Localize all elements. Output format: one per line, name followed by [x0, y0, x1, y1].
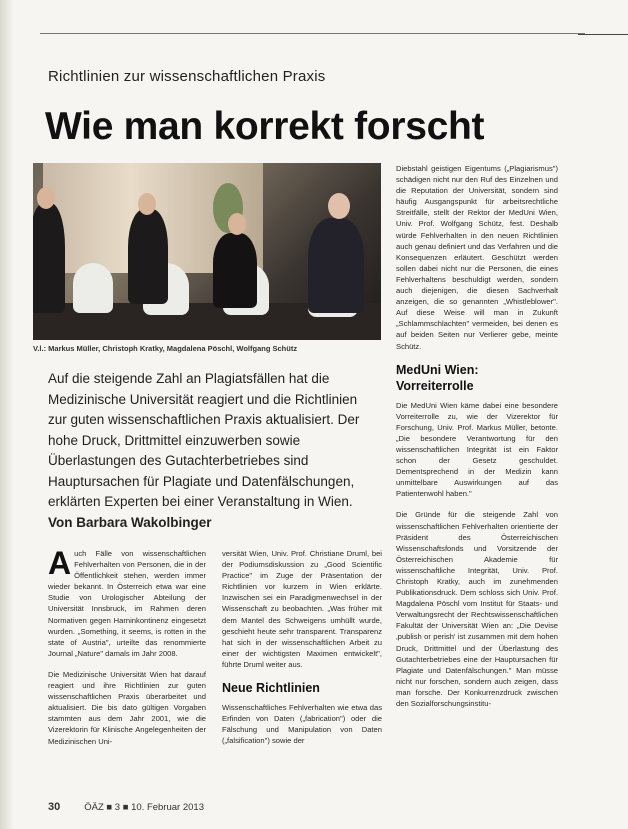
subheading: Neue Richtlinien — [222, 681, 320, 696]
column-1 — [48, 545, 206, 757]
photo-head — [37, 187, 55, 209]
photo-person — [308, 218, 364, 313]
body-paragraph: Die Gründe für die steigende Zahl von wissenschaftlichen Fehlverhalten orientierte der Präsident des Österreichischen Wissenschaftsfonds und Vorsitzende der Österreichischen Akademie für wissenschaftliche Integrität, Univ. Prof. Christoph Kratky, auch im zunehmenden Publikationsdruck. Dem schloss sich Univ. Prof. Magdalena Pöschl vom Institut für Staats- und Verwaltungsrecht der Rechtswissenschaftlichen Fakultät der Universität Wien an: „Die Devise ‚publish or perish' ist zusammen mit dem hohen Druck, Drittmittel und der Überlastung des Gutachterbetriebes eine der Hauptursachen für Plagiate und Datenfälschungen." Man müsse nicht nur forschen, sondern auch zeigen, dass man forsche. Der Konkurrenzdruck zwischen den Sozialforschungsinstitu- — [396, 510, 558, 709]
body-paragraph: Diebstahl geistigen Eigentums („Plagiarismus") schädigen nicht nur den Ruf des Einzelnen und die Reputation der Universität, sondern sind häufig Ausgangspunkt für arbeitsrechtliche Streitfälle, stellt der Rektor der MedUni Wien, Univ. Prof. Wolfgang Schütz, fest. Deshalb würde Fehlverhalten in den neuen Richtlinien auch genau definiert und das Verfahren und die Konsequenzen erläutert. Geschützt werden sollen dabei nicht nur die Personen, die eines Fehlverhaltens beschuldigt werden, sondern auch diejenigen, die diesen Sachverhalt anzeigen, die so genannten „Whistleblower". Auf diese Weise will man in Zukunft „Schlammschlachten" vermeiden, bei denen es auf beiden Seiten nur Verlierer gebe, meinte Schütz. — [396, 164, 558, 351]
photo-person — [213, 233, 257, 308]
page-footer — [48, 801, 204, 813]
photo-person — [128, 209, 168, 304]
body-paragraph: uch Fälle von wissenschaftlichen Fehlverhalten von Personen, die in der Öffentlichkeit stehen, werden immer wieder bekannt. In Österreich etwa war eine Studie von Urologischer Abteilung der Universität Innsbruck, im Rahmen deren Normativen gegen Harninkontinenz eingesetzt wurden. „Something, it seems, is rotten in the state of Austria", urteilte das renommierte Journal „Nature" damals im Jahr 2008. — [48, 549, 206, 658]
binding-shadow — [0, 0, 14, 829]
photo-head — [138, 193, 156, 215]
photo-head — [328, 193, 350, 219]
photo-caption: V.l.: Markus Müller, Christoph Kratky, Magdalena Pöschl, Wolfgang Schütz — [33, 344, 298, 353]
body-paragraph: Die MedUni Wien käme dabei eine besondere Vorreiterrolle zu, wie der Vizerektor für Forschung, Univ. Prof. Markus Müller, betonte. „Die besondere Verantwortung für den wissenschaftlichen Integrität ist ein Faktor schon der Gesetz geschuldet. Dementsprechend in der Medizin kann unmittelbare Auswirkungen auf das Patientenwohl haben." — [396, 400, 558, 499]
top-rule — [40, 33, 585, 34]
lead-text: Auf die steigende Zahl an Plagiatsfällen hat die Medizinische Universität reagiert und die Richtlinien zur guten wissenschaftlichen Praxis aktualisiert. Der hohe Druck, Drittmittel einzuwerben sowie Überlastungen des Gutachterbetriebes sind Hauptursachen für Plagiate und Datenfälschungen, erklärten Experten bei einer Veranstaltung in Wien. — [48, 371, 360, 509]
byline: Von Barbara Wakolbinger — [48, 514, 212, 530]
photo-person — [33, 203, 65, 313]
photo-chair — [73, 263, 113, 313]
lead-paragraph — [48, 369, 378, 533]
top-rule-right — [578, 34, 628, 35]
body-paragraph: versität Wien, Univ. Prof. Christiane Druml, bei der Podiumsdiskussion zu „Good Scientific Practice" im Zuge der Präsentation der Richtlinien vor kurzem in Wien erklärte. Inzwischen sei ein Paradigmenwechsel in der Wissenschaft zu beobachten. „Was früher mit dem Mantel des Schweigens umhüllt wurde, geschieht heute sehr transparent. Transparenz hat sich in der wissenschaftlichen Arbeit zu einer der wichtigsten Maximen entwickelt", führte Druml weiter aus. — [222, 549, 382, 669]
column-3 — [396, 163, 558, 719]
page-title: Wie man korrekt forscht — [45, 105, 485, 148]
page-number: 30 — [48, 801, 61, 813]
body-paragraph: Die Medizinische Universität Wien hat darauf reagiert und ihre Richtlinien zur guten wissenschaftlichen Praxis überarbeitet und aktualisiert. Die bis dato gültigen Vorgaben stammten aus dem Jahr 2001, wie die Vizerektorin für Klinische Angelegenheiten der Medizinischen Uni- — [48, 669, 206, 746]
body-paragraph: Wissenschaftliches Fehlverhalten wie etwa das Erfinden von Daten („fabrication") oder die Fälschung und Manipulation von Daten („falsification") sowie der — [222, 703, 382, 746]
photo-head — [228, 213, 246, 235]
subheading: MedUni Wien: Vorreiterrolle — [396, 362, 479, 393]
drop-cap: A — [48, 545, 72, 581]
event-photo — [33, 163, 381, 340]
issue-info: ÖÄZ ■ 3 ■ 10. Februar 2013 — [84, 802, 204, 813]
kicker: Richtlinien zur wissenschaftlichen Praxis — [48, 68, 326, 85]
column-2 — [222, 548, 382, 756]
